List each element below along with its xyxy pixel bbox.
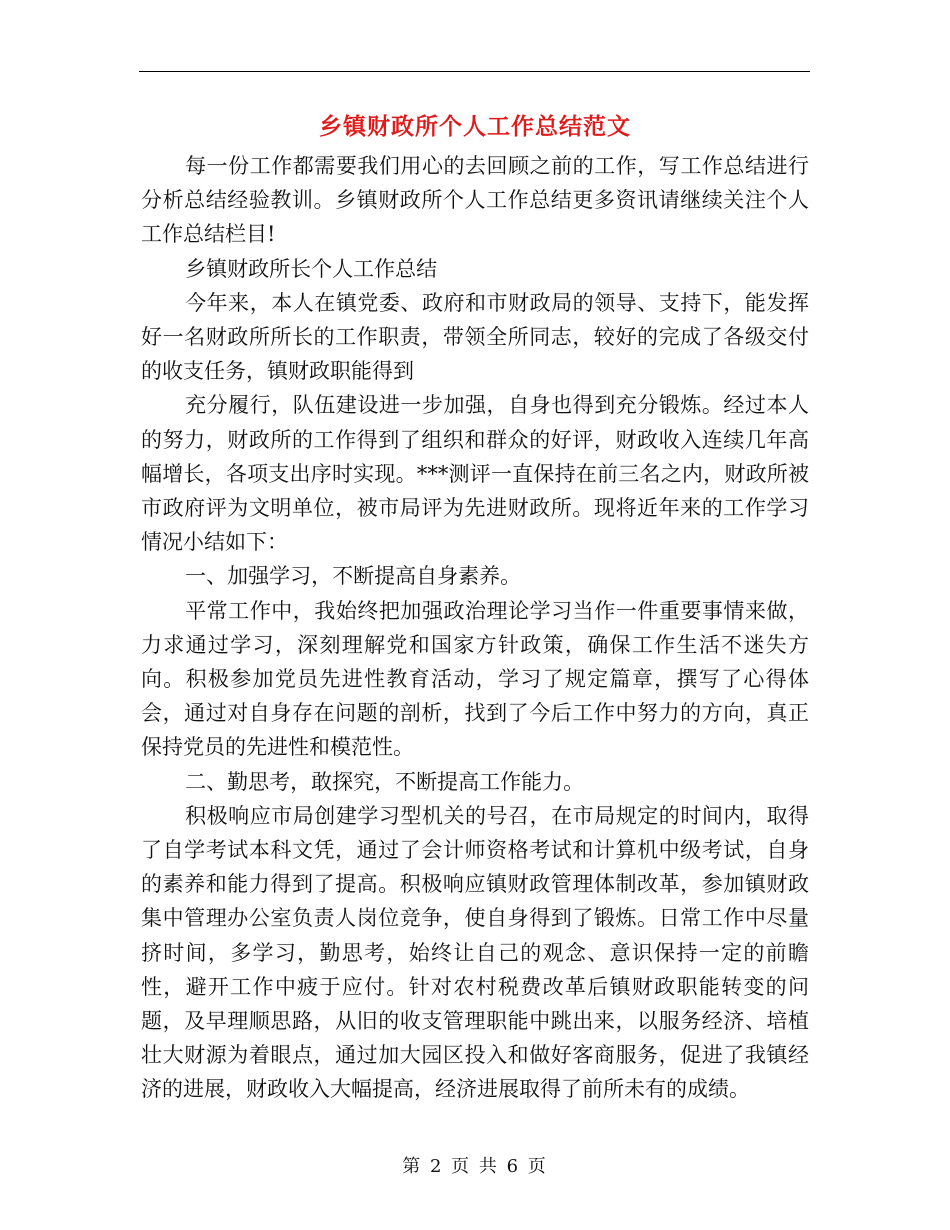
- header-rule: [139, 71, 810, 72]
- section-heading-summary: 乡镇财政所长个人工作总结: [185, 256, 438, 281]
- document-body: [141, 149, 809, 1107]
- intro-paragraph: 每一份工作都需要我们用心的去回顾之前的工作，写工作总结进行分析总结经验教训。乡镇财政所个人工作总结更多资讯请继续关注个人工作总结栏目!: [141, 154, 809, 247]
- body-paragraph: 今年来，本人在镇党委、政府和市财政局的领导、支持下，能发挥好一名财政所所长的工作职责，带领全所同志，较好的完成了各级交付的收支任务，镇财政职能得到: [141, 290, 809, 384]
- page-number-footer: 第 2 页 共 6 页: [402, 1156, 548, 1177]
- section-heading-ability: 二、勤思考，敢探究，不断提高工作能力。: [185, 769, 585, 794]
- body-paragraph: 充分履行，队伍建设进一步加强，自身也得到充分锻炼。经过本人的努力，财政所的工作得到了组织和群众的好评，财政收入连续几年高幅增长，各项支出序时实现。***测评一直保持在前三名之内，财政所被市政府评为文明单位，被市局评为先进财政所。现将近年来的工作学习情况小结如下：: [141, 393, 809, 555]
- section-heading-study: 一、加强学习，不断提高自身素养。: [185, 564, 522, 589]
- body-paragraph: 积极响应市局创建学习型机关的号召，在市局规定的时间内，取得了自学考试本科文凭，通过了会计师资格考试和计算机中级考试，自身的素养和能力得到了提高。积极响应镇财政管理体制改革，参加镇财政集中管理办公室负责人岗位竞争，使自身得到了锻炼。日常工作中尽量挤时间，多学习，勤思考，始终让自己的观念、意识保持一定的前瞻性，避开工作中疲于应付。针对农村税费改革后镇财政职能转变的问题，及早理顺思路，从旧的收支管理职能中跳出来，以服务经济、培植壮大财源为着眼点，通过加大园区投入和做好客商服务，促进了我镇经济的进展，财政收入大幅提高，经济进展取得了前所未有的成绩。: [141, 803, 809, 1102]
- document-title: 乡镇财政所个人工作总结范文: [319, 114, 631, 140]
- body-paragraph: 平常工作中，我始终把加强政治理论学习当作一件重要事情来做，力求通过学习，深刻理解党和国家方针政策，确保工作生活不迷失方向。积极参加党员先进性教育活动，学习了规定篇章，撰写了心得体会，通过对自身存在问题的剖析，找到了今后工作中努力的方向，真正保持党员的先进性和模范性。: [141, 598, 809, 760]
